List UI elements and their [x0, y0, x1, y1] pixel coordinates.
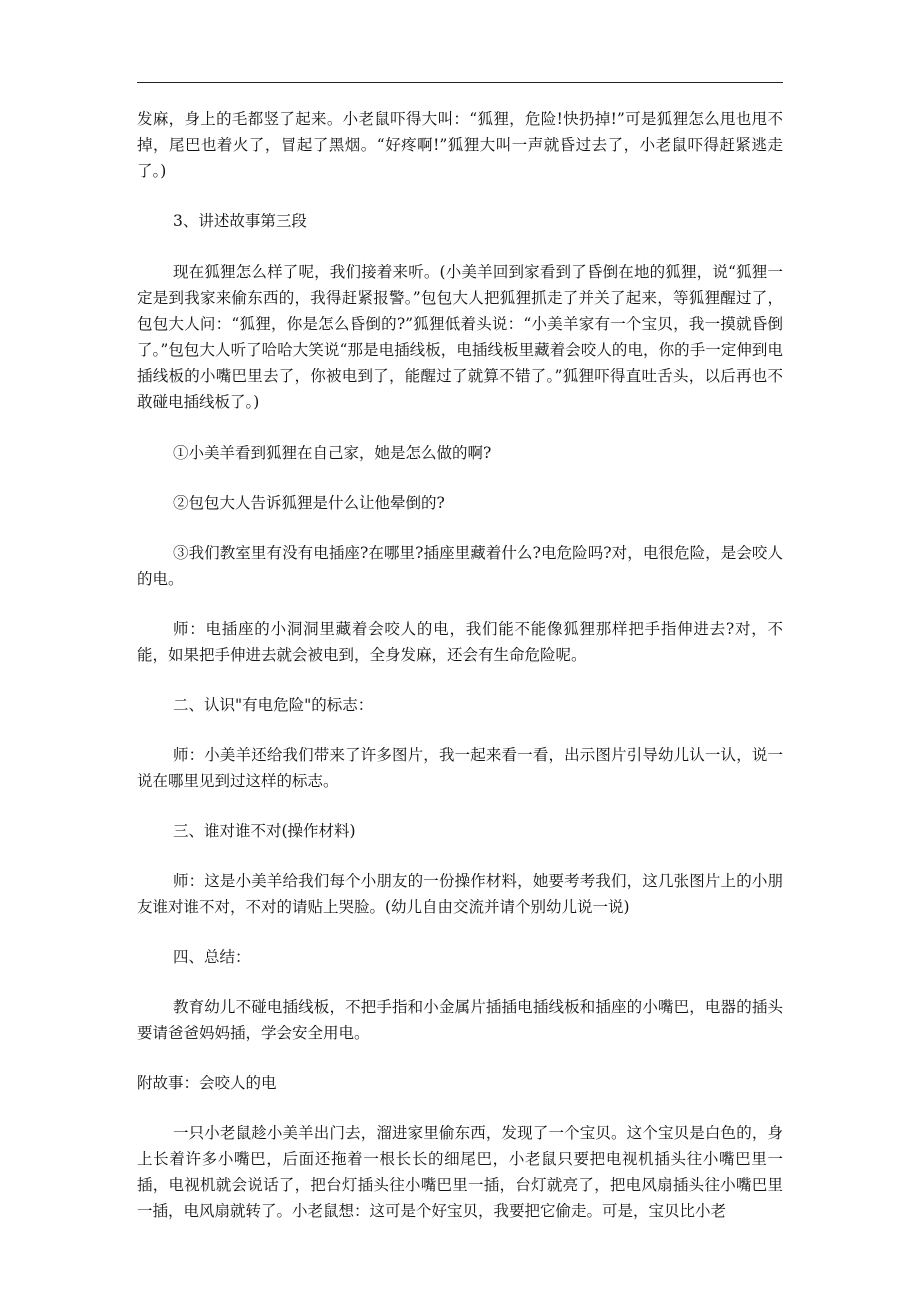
story-continuation-paragraph: 发麻，身上的毛都竖了起来。小老鼠吓得大叫：“狐狸，危险!快扔掉!”可是狐狸怎么甩也甩不掉，尾巴也着火了，冒起了黑烟。“好疼啊!”狐狸大叫一声就昏过去了，小老鼠吓得赶紧逃走了。) [137, 110, 783, 180]
section-heading-story-part3: 3、讲述故事第三段 [173, 212, 307, 230]
summary-paragraph: 教育幼儿不碰电插线板，不把手指和小金属片插插电插线板和插座的小嘴巴，电器的插头要请爸爸妈妈插，学会安全用电。 [137, 998, 783, 1042]
appendix-story-paragraph: 一只小老鼠趁小美羊出门去，溜进家里偷东西，发现了一个宝贝。这个宝贝是白色的，身上长着许多小嘴巴，后面还拖着一根长长的细尾巴，小老鼠只要把电视机插头往小嘴巴里一插，电视机就会说话了，把台灯插头往小嘴巴里一插，台灯就亮了，把电风扇插头往小嘴巴里一插，电风扇就转了。小老鼠想：这可是个好宝贝，我要把它偷走。可是，宝贝比小老 [137, 1124, 783, 1220]
document-body [137, 106, 783, 1224]
section-heading-right-wrong: 三、谁对谁不对(操作材料) [173, 822, 356, 840]
teacher-remark-paragraph: 师：电插座的小洞洞里藏着会咬人的电，我们能不能像狐狸那样把手指伸进去?对，不能，如果把手伸进去就会被电到，全身发麻，还会有生命危险呢。 [137, 620, 783, 664]
right-wrong-paragraph: 师：这是小美羊给我们每个小朋友的一份操作材料，她要考考我们，这几张图片上的小朋友谁对谁不对，不对的请贴上哭脸。(幼儿自由交流并请个别幼儿说一说) [137, 872, 783, 916]
section-heading-summary: 四、总结： [173, 948, 251, 966]
appendix-story-title: 附故事：会咬人的电 [137, 1074, 277, 1092]
header-rule [137, 82, 783, 83]
section-heading-danger-sign: 二、认识"有电危险"的标志： [173, 696, 374, 714]
question-1: ①小美羊看到狐狸在自己家，她是怎么做的啊? [173, 444, 492, 462]
danger-sign-paragraph: 师：小美羊还给我们带来了许多图片，我一起来看一看，出示图片引导幼儿认一认，说一说在哪里见到过这样的标志。 [137, 746, 783, 790]
story-part3-paragraph: 现在狐狸怎么样了呢，我们接着来听。(小美羊回到家看到了昏倒在地的狐狸，说“狐狸一定是到我家来偷东西的，我得赶紧报警。”包包大人把狐狸抓走了并关了起来，等狐狸醒过了，包包大人问：“狐狸，你是怎么昏倒的?”狐狸低着头说：“小美羊家有一个宝贝，我一摸就昏倒了。”包包大人听了哈哈大笑说“那是电插线板，电插线板里藏着会咬人的电，你的手一定伸到电插线板的小嘴巴里去了，你被电到了，能醒过了就算不错了。”狐狸吓得直吐舌头，以后再也不敢碰电插线板了。) [137, 263, 783, 411]
question-3: ③我们教室里有没有电插座?在哪里?插座里藏着什么?电危险吗?对，电很危险，是会咬人的电。 [137, 544, 783, 588]
question-2: ②包包大人告诉狐狸是什么让他晕倒的? [173, 494, 445, 512]
